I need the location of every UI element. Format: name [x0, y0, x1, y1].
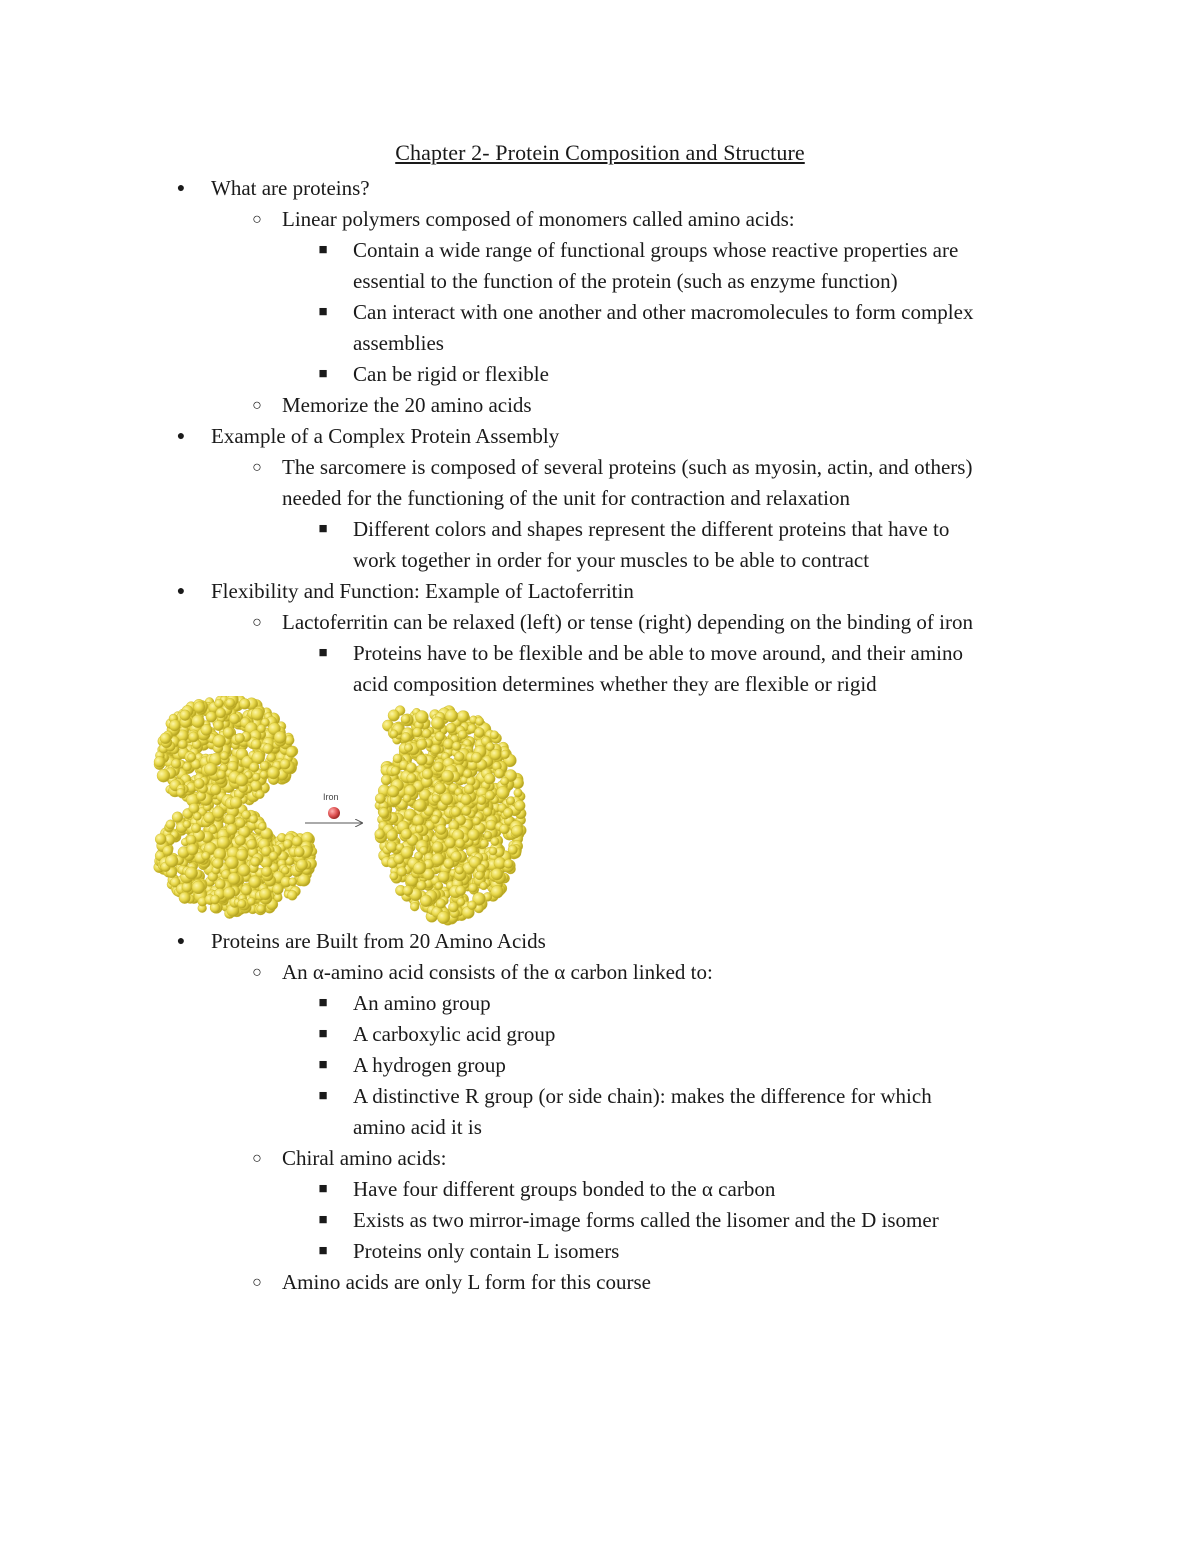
list-item-amino-group: An amino group	[353, 991, 491, 1015]
list-item-linear-polymers: Linear polymers composed of monomers called amino acids:	[282, 207, 795, 231]
list-item-l-form: Amino acids are only L form for this course	[282, 1270, 651, 1294]
list-item-functional-groups-cont: essential to the function of the protein (such as enzyme function)	[353, 269, 898, 293]
bullet-dot: ●	[176, 934, 186, 949]
list-item-interact-cont: assemblies	[353, 331, 444, 355]
bullet-square: ■	[318, 1243, 328, 1259]
relaxed-protein-shape	[154, 696, 317, 919]
tense-protein-shape	[375, 706, 527, 926]
bullet-square: ■	[318, 1212, 328, 1228]
list-item-functional-groups: Contain a wide range of functional groups whose reactive properties are	[353, 238, 959, 262]
list-item-interact: Can interact with one another and other macromolecules to form complex	[353, 300, 974, 324]
bullet-dot: ●	[176, 584, 186, 599]
iron-atom-icon	[328, 807, 340, 819]
page-title: Chapter 2- Protein Composition and Structure	[395, 140, 805, 165]
bullet-square: ■	[318, 242, 328, 258]
bullet-dot: ●	[176, 181, 186, 196]
list-item-carboxylic-group: A carboxylic acid group	[353, 1022, 556, 1046]
bullet-square: ■	[318, 995, 328, 1011]
bullet-circle: ○	[252, 614, 262, 631]
bullet-square: ■	[318, 1088, 328, 1104]
list-item-sarcomere: The sarcomere is composed of several proteins (such as myosin, actin, and others)	[282, 455, 973, 479]
list-item-rigid-flexible: Can be rigid or flexible	[353, 362, 549, 386]
lactoferritin-figure	[150, 696, 540, 926]
bullet-dot: ●	[176, 429, 186, 444]
bullet-square: ■	[318, 521, 328, 537]
list-item-mirror-image: Exists as two mirror-image forms called the lisomer and the D isomer	[353, 1208, 939, 1232]
list-item-proteins-flexible: Proteins have to be flexible and be able to move around, and their amino	[353, 641, 963, 665]
list-item-chiral: Chiral amino acids:	[282, 1146, 447, 1170]
list-item-alpha-amino-acid: An α-amino acid consists of the α carbon linked to:	[282, 960, 713, 984]
list-item-lactoferritin: Lactoferritin can be relaxed (left) or tense (right) depending on the binding of iron	[282, 610, 973, 634]
bullet-square: ■	[318, 1057, 328, 1073]
bullet-circle: ○	[252, 964, 262, 981]
bullet-circle: ○	[252, 1274, 262, 1291]
bullet-circle: ○	[252, 1150, 262, 1167]
bullet-circle: ○	[252, 459, 262, 476]
iron-label: Iron	[323, 792, 339, 802]
list-item-sarcomere-cont: needed for the functioning of the unit for contraction and relaxation	[282, 486, 850, 510]
list-item-colors-shapes-cont: work together in order for your muscles to be able to contract	[353, 548, 870, 572]
list-item-l-isomers: Proteins only contain L isomers	[353, 1239, 620, 1263]
list-item-r-group-cont: amino acid it is	[353, 1115, 482, 1139]
list-item-built-from-amino-acids: Proteins are Built from 20 Amino Acids	[211, 929, 546, 953]
bullet-square: ■	[318, 1026, 328, 1042]
list-item-four-groups: Have four different groups bonded to the α carbon	[353, 1177, 776, 1201]
bullet-square: ■	[318, 645, 328, 661]
list-item-hydrogen-group: A hydrogen group	[353, 1053, 506, 1077]
list-item-proteins-flexible-cont: acid composition determines whether they are flexible or rigid	[353, 672, 877, 696]
bullet-square: ■	[318, 366, 328, 382]
bullet-circle: ○	[252, 397, 262, 414]
bullet-square: ■	[318, 304, 328, 320]
list-item-colors-shapes: Different colors and shapes represent the different proteins that have to	[353, 517, 950, 541]
list-item-r-group: A distinctive R group (or side chain): makes the difference for which	[353, 1084, 932, 1108]
bullet-circle: ○	[252, 211, 262, 228]
bullet-square: ■	[318, 1181, 328, 1197]
list-item-flexibility: Flexibility and Function: Example of Lactoferritin	[211, 579, 634, 603]
list-item-complex-assembly: Example of a Complex Protein Assembly	[211, 424, 560, 448]
list-item-memorize: Memorize the 20 amino acids	[282, 393, 532, 417]
list-item-what-are-proteins: What are proteins?	[211, 176, 370, 200]
